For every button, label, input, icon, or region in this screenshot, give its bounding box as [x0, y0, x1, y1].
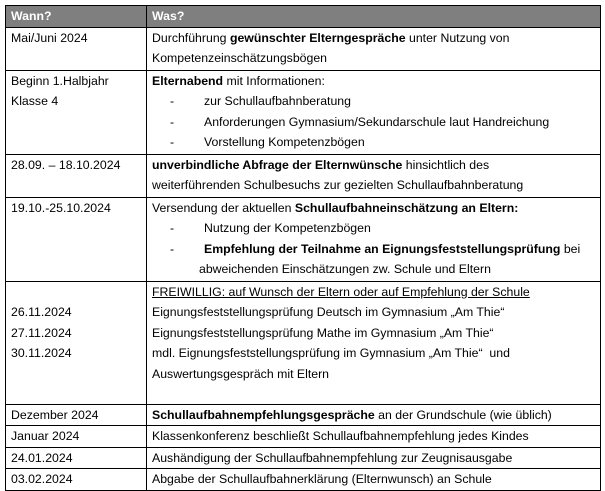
what-line: [152, 155, 595, 176]
what-text: : auf Wunsch der Eltern oder auf Empfehlung der Schule: [221, 284, 530, 299]
what-line: mdl. Eignungsfeststellungsprüfung im Gymnasium „Am Thie“ und: [152, 346, 510, 360]
when-text: 30.11.2024: [11, 346, 72, 360]
what-line: [152, 405, 595, 426]
table-row: [6, 447, 601, 469]
what-bold: unverbindliche Abfrage der Elternwünsche: [152, 157, 403, 172]
table-row: [6, 469, 601, 491]
what-line: abweichenden Einschätzungen zw. Schule und Eltern: [199, 262, 491, 276]
what-text: hinsichtlich des: [402, 157, 490, 172]
what-line: Aushändigung der Schullaufbahnempfehlung zur Zeugnisausgabe: [152, 450, 513, 465]
when-text: Januar 2024: [11, 429, 80, 443]
what-line: weiterführenden Schulbesuchs zur gezielten Schullaufbahnberatung: [152, 178, 524, 192]
when-cell: [6, 469, 147, 491]
what-cell: [147, 154, 601, 197]
when-text: 24.01.2024: [11, 450, 73, 465]
table-row: [6, 281, 601, 404]
what-line: Auswertungsgespräch mit Eltern: [152, 366, 330, 381]
what-cell: [147, 27, 601, 70]
what-text: mit Informationen:: [223, 73, 325, 88]
header-when: Wann?: [6, 6, 147, 28]
when-text: Klasse 4: [11, 94, 59, 108]
when-text: 26.11.2024: [11, 305, 72, 319]
table-row: [6, 426, 601, 448]
table-row: [6, 27, 601, 70]
what-bold: Schullaufbahnempfehlungsgespräche: [152, 407, 375, 422]
table-row: [6, 404, 601, 426]
what-line: [152, 282, 595, 303]
when-text: Beginn 1.Halbjahr: [11, 73, 109, 88]
what-text: FREIWILLIG: [152, 284, 222, 299]
when-text: 19.10.-25.10.2024: [11, 200, 111, 215]
dash-marker: -: [170, 221, 175, 235]
when-text: Mai/Juni 2024: [11, 30, 88, 45]
what-line: [152, 71, 595, 92]
when-text: 03.02.2024: [11, 472, 73, 486]
table-row: [6, 197, 601, 281]
bullet-item: [152, 112, 595, 133]
bullet-item: [152, 239, 595, 260]
what-text: bei: [560, 241, 581, 256]
what-bold: gewünschter Elterngespräche: [229, 30, 406, 45]
schedule-table: [5, 5, 601, 491]
what-cell: [147, 404, 601, 426]
when-text: 28.09. – 18.10.2024: [11, 157, 121, 172]
when-cell: [6, 27, 147, 70]
what-text: an der Grundschule (wie üblich): [374, 407, 552, 422]
what-cell: [147, 281, 601, 404]
what-line: [152, 198, 595, 219]
what-text: Vorstellung Kompetenzbögen: [204, 135, 365, 149]
table-row: [6, 154, 601, 197]
what-cell: [147, 197, 601, 281]
what-line: Eignungsfeststellungsprüfung Mathe im Gymnasium „Am Thie“: [152, 325, 494, 340]
what-text: zur Schullaufbahnberatung: [204, 94, 351, 108]
bullet-item: [152, 218, 595, 239]
what-text: Versendung der aktuellen: [152, 200, 295, 215]
when-cell: [6, 197, 147, 281]
when-cell: [6, 447, 147, 469]
bullet-item: [152, 132, 595, 153]
table-row: [6, 70, 601, 154]
what-text: Nutzung der Kompetenzbögen: [204, 221, 371, 235]
what-text: Anforderungen Gymnasium/Sekundarschule laut Handreichung: [204, 114, 550, 129]
when-cell: [6, 404, 147, 426]
when-cell: [6, 70, 147, 154]
what-line: Klassenkonferenz beschließt Schullaufbahnempfehlung jedes Kindes: [152, 429, 529, 443]
what-cell: [147, 469, 601, 491]
when-text: 27.11.2024: [11, 325, 72, 340]
dash-marker: -: [170, 114, 175, 129]
what-line: Abgabe der Schullaufbahnerklärung (Elternwunsch) an Schule: [152, 472, 492, 486]
what-cell: [147, 447, 601, 469]
spacer: [11, 282, 141, 303]
what-cell: [147, 426, 601, 448]
what-bold: Schullaufbahneinschätzung an Eltern:: [294, 200, 519, 215]
what-line: Eignungsfeststellungsprüfung Deutsch im Gymnasium „Am Thie“: [152, 305, 505, 319]
what-text: unter Nutzung von: [405, 30, 510, 45]
when-cell: [6, 281, 147, 404]
dash-marker: -: [170, 94, 175, 108]
dash-marker: -: [170, 135, 175, 149]
dash-marker: -: [170, 241, 175, 256]
when-text: Dezember 2024: [11, 407, 99, 422]
header-row: [6, 6, 601, 28]
when-cell: [6, 154, 147, 197]
what-line: Kompetenzeinschätzungsbögen: [152, 51, 328, 65]
what-cell: [147, 70, 601, 154]
header-what: Was?: [147, 6, 601, 28]
what-bold: Empfehlung der Teilnahme an Eignungsfeststellungsprüfung: [204, 241, 561, 256]
what-line: [152, 28, 595, 49]
what-bold: Elternabend: [152, 73, 224, 88]
bullet-item: [152, 91, 595, 112]
what-text: Durchführung: [152, 30, 230, 45]
when-cell: [6, 426, 147, 448]
